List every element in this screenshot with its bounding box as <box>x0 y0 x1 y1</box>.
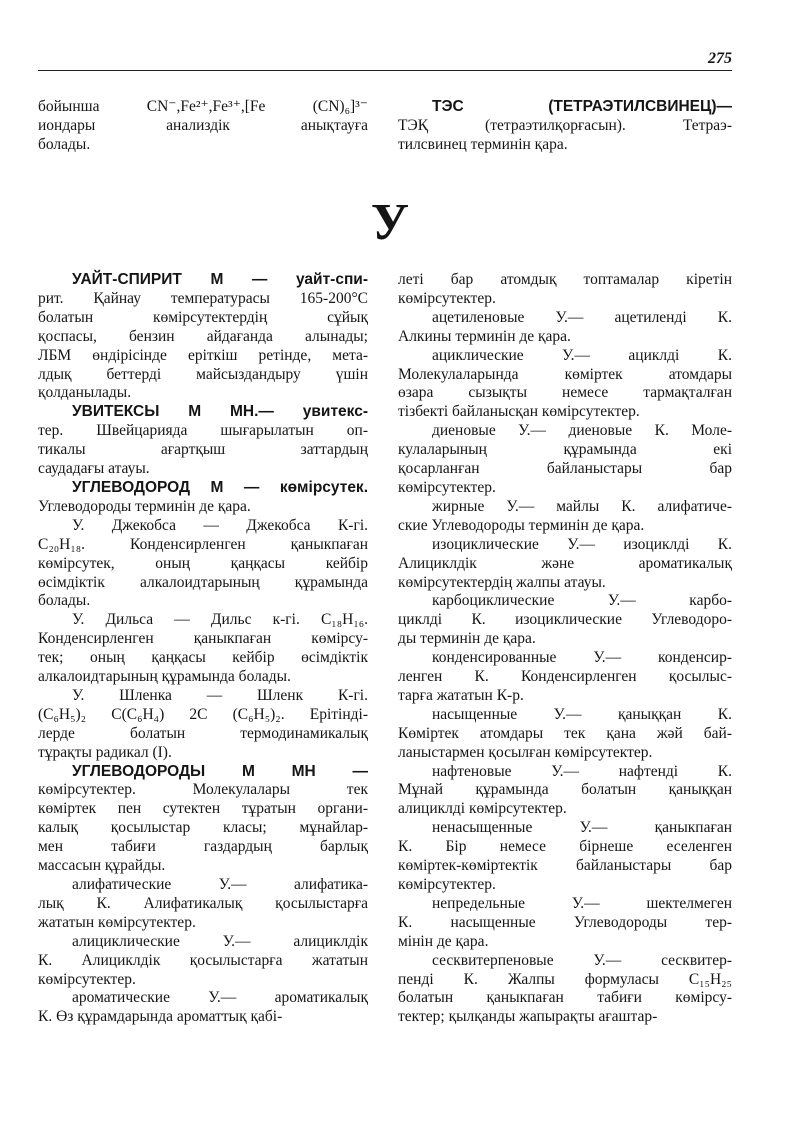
entry-line: көміртек-көміртектік байланыстары бар <box>398 857 732 875</box>
entry-line: алициклические У.— алициклдік <box>72 932 368 950</box>
entry-line: Алициклдік және ароматикалық <box>398 554 732 572</box>
dictionary-entry <box>398 498 732 536</box>
dictionary-entry <box>398 706 732 763</box>
dictionary-entry <box>398 536 732 593</box>
entry-line: ациклические У.— ациклді К. <box>432 346 732 364</box>
dictionary-entry <box>398 819 732 895</box>
dictionary-entry <box>398 649 732 706</box>
entry-line: көмірсутектер. <box>38 970 136 988</box>
entry-line: диеновые У.— диеновые К. Моле- <box>432 422 732 440</box>
entry-line: кулаларының құрамында екі <box>398 441 732 459</box>
dictionary-entry <box>38 687 368 763</box>
entry-line: мінін де қара. <box>398 932 489 950</box>
entry-line: У. Джекобса — Джекобса К-гі. <box>72 516 368 534</box>
entry-line: тектер; қылқанды жапырақты ағаштар- <box>398 1008 658 1026</box>
entry-line: У. Шленка — Шленк К-гі. <box>72 686 368 704</box>
entry-line: тер. Швейцарияда шығарылатын оп- <box>38 422 368 440</box>
entry-line: қолданылады. <box>38 384 132 402</box>
entry-line: көмірсутектердің жалпы атауы. <box>398 573 606 591</box>
entry-line: К. Алициклдік қосылыстарға жататын <box>38 951 368 969</box>
entry-line: карбоциклические У.— карбо- <box>432 592 732 610</box>
entry-line: көмірсутектер. <box>398 289 496 307</box>
entry-line: көмірсутектер. <box>398 876 496 893</box>
dictionary-entry <box>38 611 368 687</box>
entry-line: көмірсутектер. Молекулалары тек <box>38 781 368 799</box>
entry-line: тек; оның қаңқасы кейбір өсімдіктік <box>38 649 368 667</box>
entry-line: алкалоидтарының құрамында болады. <box>38 668 291 686</box>
entry-line: алифатические У.— алифатика- <box>72 876 368 893</box>
entry-line: К. Бір немесе бірнеше еселенген <box>398 838 732 856</box>
entry-line: өзара сызықты немесе тармақталған <box>398 384 732 402</box>
entry-line: тилсвинец терминін қара. <box>398 135 568 153</box>
entry-line: өсімдіктік алкалоидтарының құрамында <box>38 573 368 591</box>
entry-line: насыщенные У.— қаныққан К. <box>432 705 732 723</box>
entry-line: рит. Қайнау температурасы 165-200°С <box>38 289 368 307</box>
entry-line: нафтеновые У.— нафтенді К. <box>432 762 732 780</box>
entry-line: К. насыщенные Углеводороды тер- <box>398 913 732 931</box>
entry-line: пенді К. Жалпы формуласы C₁₅H₂₅ <box>398 970 732 988</box>
entry-line: болады. <box>38 592 91 610</box>
entry-headword: УГЛЕВОДОРОД М — көмірсутек. <box>72 478 368 496</box>
entry-line: ненасыщенные У.— қаныкпаған <box>432 819 732 837</box>
entry-line: непредельные У.— шектелмеген <box>432 894 732 912</box>
entry-line: жирные У.— майлы К. алифатиче- <box>432 497 732 515</box>
dictionary-entry <box>38 403 368 479</box>
dictionary-entry <box>398 592 732 649</box>
entry-line: К. Өз құрамдарында ароматтық қабі- <box>38 1008 283 1026</box>
entry-line: конденсированные У.— конденсир- <box>432 649 732 667</box>
entry-line: Молекулаларында көміртек атомдары <box>398 365 732 383</box>
entry-line: калық қосылыстар класы; мұнайлар- <box>38 819 368 837</box>
dictionary-entry <box>38 271 368 403</box>
entry-line: тізбекті байланысқан көмірсутектер. <box>398 403 640 421</box>
entry-line: ЛБМ өндірісінде еріткіш ретінде, мета- <box>38 346 368 364</box>
entry-line: Углеводороды терминін де қара. <box>38 497 251 515</box>
entry-line: мен табиғи газдардың барлық <box>38 838 368 856</box>
entry-line: массасын құрайды. <box>38 857 166 875</box>
entry-line: ды терминін де қара. <box>398 630 536 648</box>
entry-headword: УГЛЕВОДОРОДЫ М МН — <box>72 762 368 780</box>
dictionary-entry <box>38 989 368 1027</box>
entry-line: лдық беттерді майсыздандыру үшін <box>38 365 368 383</box>
entry-line: ароматические У.— ароматикалық <box>72 989 368 1007</box>
entry-line: жататын көмірсутектер. <box>38 913 196 931</box>
dictionary-entry <box>38 98 368 155</box>
dictionary-entry <box>398 952 732 1028</box>
entry-line: иондары анализдік анықтауға <box>38 116 368 134</box>
entry-headword: ТЭС (ТЕТРАЭТИЛСВИНЕЦ)— <box>432 98 732 115</box>
entry-line: Алкины терминін де қара. <box>398 327 571 345</box>
entry-line: тұрақты радикал (I). <box>38 743 172 761</box>
dictionary-entry <box>38 517 368 612</box>
right-column <box>398 271 732 1027</box>
entry-line: көмірсутектер. <box>398 478 496 496</box>
dictionary-entry <box>38 763 368 876</box>
entry-line: саудадағы атауы. <box>38 460 150 478</box>
dictionary-entry <box>38 479 368 517</box>
entry-line: Конденсирленген қаныкпаған көмірсу- <box>38 630 368 648</box>
entry-line: тикалы ағартқыш заттардың <box>38 441 368 459</box>
dictionary-entry <box>38 876 368 933</box>
entry-line: сесквитерпеновые У.— сесквитер- <box>432 951 732 969</box>
dictionary-entry <box>398 98 732 155</box>
dictionary-entry <box>38 933 368 990</box>
entry-line: лық К. Алифатикалық қосылыстарға <box>38 894 368 912</box>
entry-line: C₂₀H₁₈. Конденсирленген қаныкпаған <box>38 535 368 553</box>
top-left-fragment <box>38 98 368 155</box>
left-column <box>38 271 368 1027</box>
top-right-entry <box>398 98 732 155</box>
dictionary-entry <box>398 309 732 347</box>
entry-line: ТЭҚ (тетраэтилқорғасын). Тетраэ- <box>398 116 732 134</box>
entry-line: ацетиленовые У.— ацетиленді К. <box>432 308 732 326</box>
entry-line: ленген К. Конденсирленген қосылыс- <box>398 668 732 686</box>
entry-line: болатын көмірсутектердің сұйық <box>38 308 368 326</box>
entry-line: болады. <box>38 135 91 153</box>
entry-line: (C₆H₅)₂ C(C₆H₄) 2C (C₆H₅)₂. Ерітінді- <box>38 705 368 723</box>
entry-line: бойынша CN⁻,Fe²⁺,Fe³⁺,[Fe (CN)₆]³⁻ <box>38 98 368 115</box>
entry-line: Көміртек атомдары тек қана жәй бай- <box>398 724 732 742</box>
dictionary-entry <box>398 763 732 820</box>
entry-line: леті бар атомдық топтамалар кіретін <box>398 271 732 288</box>
entry-line: изоциклические У.— изоциклді К. <box>432 535 732 553</box>
entry-line: қосарланған байланыстары бар <box>398 460 732 478</box>
entry-line: ские Углеводороды терминін де қара. <box>398 516 645 534</box>
dictionary-entry <box>398 895 732 952</box>
entry-line: У. Дильса — Дильс к-гі. C₁₈H₁₆. <box>72 611 368 629</box>
dictionary-entry <box>398 347 732 423</box>
entry-line: болатын қаныкпаған табиғи көмірсу- <box>398 989 732 1007</box>
dictionary-entry <box>398 271 732 309</box>
entry-line: көмірсутек, оның қаңқасы кейбір <box>38 554 368 572</box>
entry-line: циклді К. изоциклические Углеводоро- <box>398 611 732 629</box>
entry-headword: УАЙТ-СПИРИТ М — уайт-спи- <box>72 271 368 288</box>
entry-line: қоспасы, бензин айдағанда алынады; <box>38 327 368 345</box>
entry-line: алициклді көмірсутектер. <box>398 800 567 818</box>
entry-line: лерде болатын термодинамикалық <box>38 724 368 742</box>
header-rule <box>38 70 732 71</box>
entry-headword: УВИТЕКСЫ М МН.— увитекс- <box>72 403 368 421</box>
entry-line: Мұнай құрамында болатын қаныққан <box>398 781 732 799</box>
entry-line: тарға жататын К-р. <box>398 686 524 704</box>
section-letter: У <box>370 194 410 251</box>
dictionary-entry <box>398 422 732 498</box>
entry-line: ланыстармен қосылған көмірсутектер. <box>398 743 653 761</box>
entry-line: көміртек пен сутектен тұратын органи- <box>38 800 368 818</box>
page-number: 275 <box>708 50 732 67</box>
